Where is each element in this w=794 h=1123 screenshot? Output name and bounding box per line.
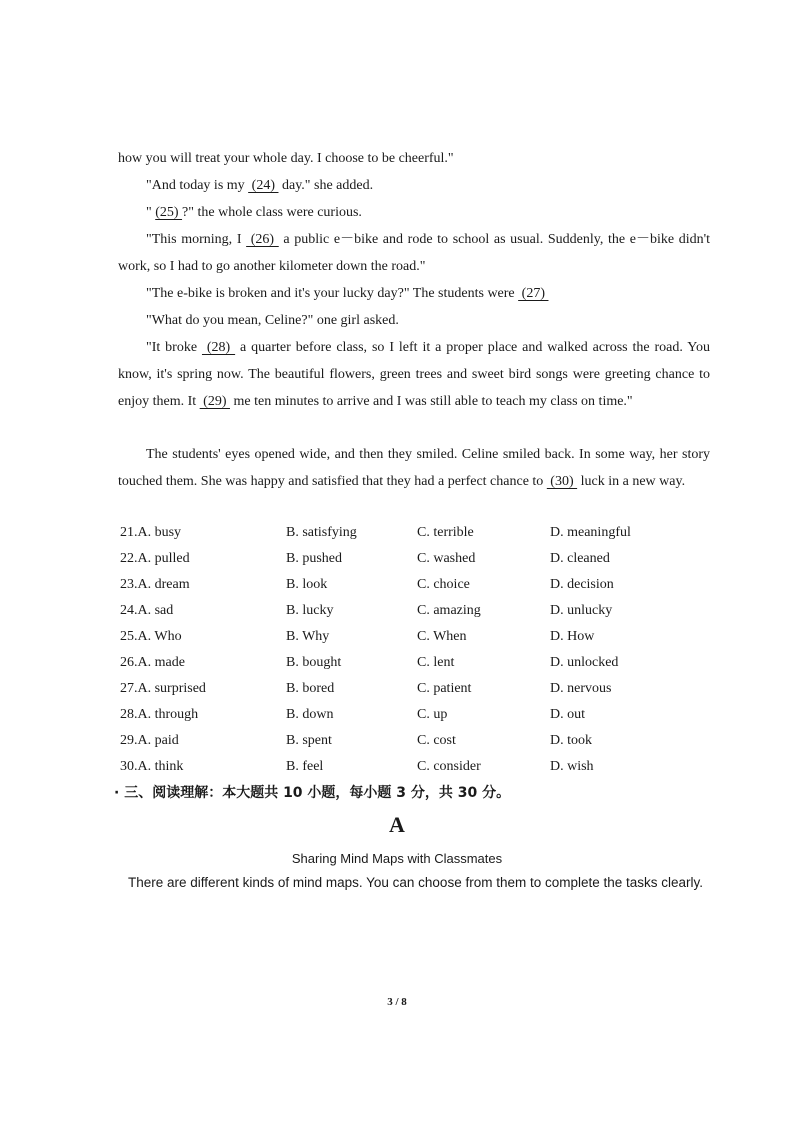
option-row: 27.A. surprised B. bored C. patient D. nervous [120, 681, 612, 696]
option-row: 24.A. sad B. lucky C. amazing D. unlucky [120, 603, 613, 618]
option-row: 21.A. busy B. satisfying C. terrible D. meaningful [120, 525, 631, 540]
passage-line: "The e-bike is broken and it's your lucky day?" The students were (27) [146, 286, 549, 301]
blank-25: (25) [155, 205, 183, 220]
passage-line: " (25) ?" the whole class were curious. [146, 205, 362, 220]
option-row: 29.A. paid B. spent C. cost D. took [120, 733, 592, 748]
blank-28: (28) [201, 340, 236, 355]
blank-26: (26) [246, 232, 279, 247]
passage-intro: There are different kinds of mind maps. You can choose from them to complete the tasks clearly. [128, 875, 704, 890]
passage-line: "And today is my (24) day." she added. [146, 178, 374, 193]
option-row: 23.A. dream B. look C. choice D. decision [120, 577, 614, 592]
passage-title: Sharing Mind Maps with Classmates [291, 851, 503, 866]
passage-paragraph: "It broke (28) a quarter before class, so I left it a proper place and walked across the road. You know, it's spring now. The beautiful flowers, green trees and sweet bird songs were greeting chance to enjoy them. It (29) me ten minutes to arrive and I was still able to teach my class on time." [118, 340, 710, 409]
passage-line: "What do you mean, Celine?" one girl asked. [146, 313, 399, 328]
passage-line: how you will treat your whole day. I choose to be cheerful." [118, 151, 454, 166]
section-heading: · 三、阅读理解：本大题共 10 小题，每小题 3 分，共 30 分。 [114, 785, 511, 801]
option-row: 25.A. Who B. Why C. When D. How [120, 629, 595, 644]
section-letter: A [389, 812, 405, 837]
passage-paragraph: "This morning, I (26) a public e－bike and rode to school as usual. Suddenly, the e－bike didn't work, so I had to go another kilometer down the road." [118, 232, 710, 274]
blank-29: (29) [199, 394, 230, 409]
option-row: 30.A. think B. feel C. consider D. wish [120, 759, 594, 774]
blank-30: (30) [546, 474, 578, 489]
answer-options [120, 520, 680, 780]
option-row: 22.A. pulled B. pushed C. washed D. cleaned [120, 551, 610, 566]
blank-24: (24) [248, 178, 279, 193]
passage-paragraph: The students' eyes opened wide, and then they smiled. Celine smiled back. In some way, her story touched them. She was happy and satisfied that they had a perfect chance to (30) luck in a new way. [118, 447, 710, 489]
option-row: 26.A. made B. bought C. lent D. unlocked [120, 655, 619, 670]
option-row: 28.A. through B. down C. up D. out [120, 707, 585, 722]
blank-27: (27) [518, 286, 549, 301]
page-number: 3 / 8 [387, 996, 407, 1008]
